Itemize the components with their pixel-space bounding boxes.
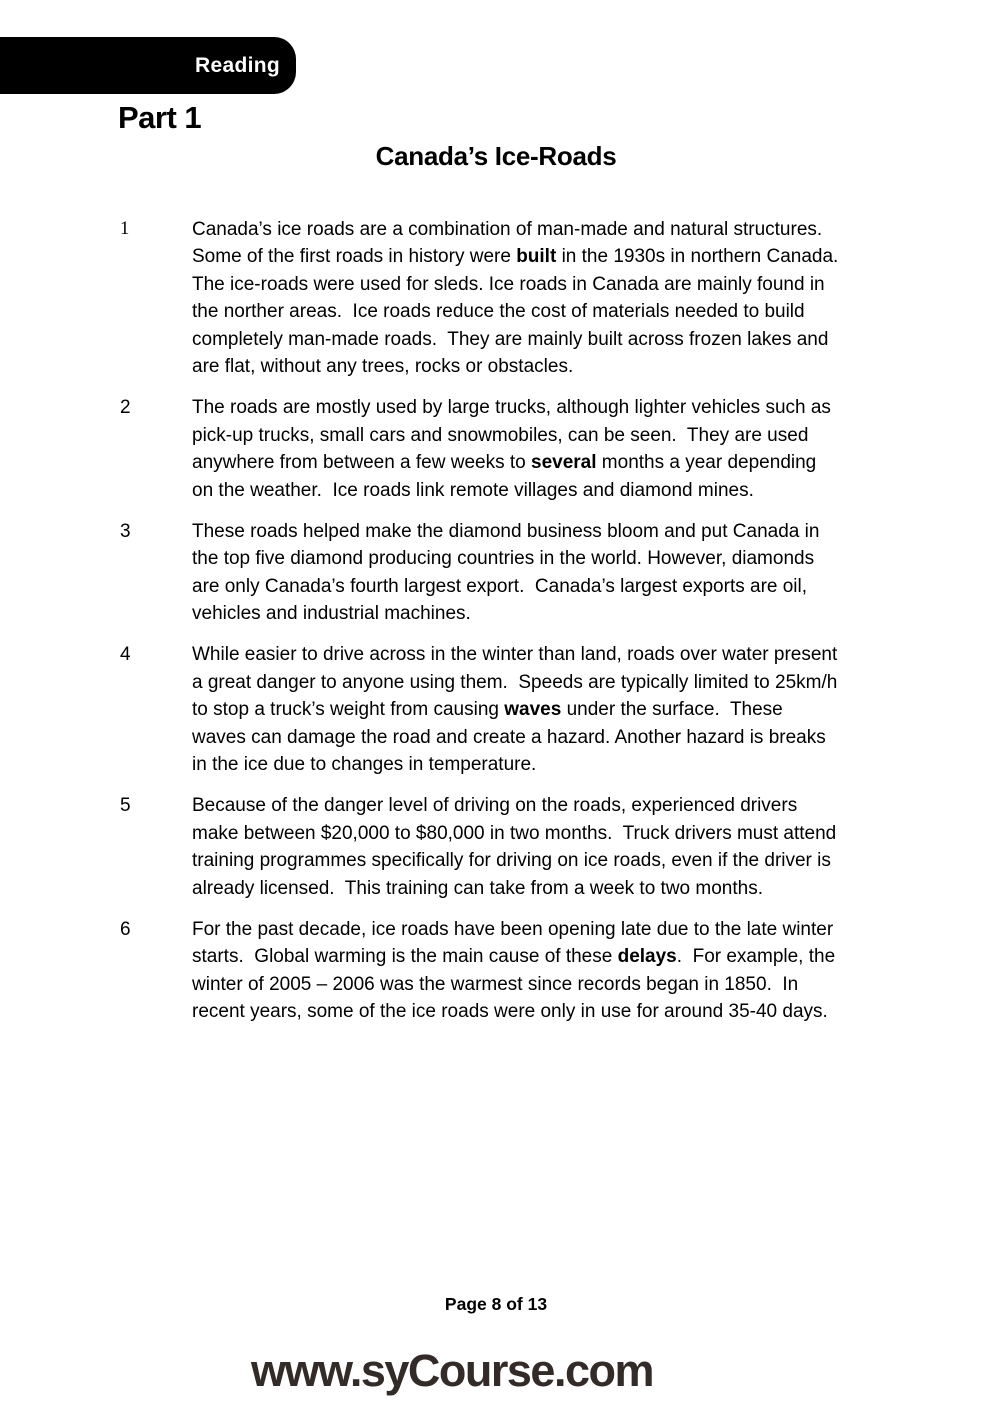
paragraph-number: 1 bbox=[120, 219, 130, 239]
watermark-link: www.syCourse.com bbox=[251, 1345, 653, 1396]
paragraph-text bbox=[192, 518, 888, 628]
paragraph-row bbox=[120, 792, 888, 902]
paragraph-list bbox=[120, 216, 888, 1040]
text-segment: are only Canada’s fourth largest export. Canada’s largest exports are oil, bbox=[192, 575, 808, 597]
text-segment: in the ice due to changes in temperature. bbox=[192, 754, 537, 776]
paragraph-line bbox=[192, 243, 888, 270]
text-segment: waves can damage the road and create a hazard. Another hazard is breaks bbox=[192, 726, 826, 748]
paragraph-text bbox=[192, 641, 888, 778]
paragraph-line bbox=[192, 600, 888, 627]
text-segment: the top five diamond producing countries in the world. However, diamonds bbox=[192, 548, 815, 570]
paragraph-line bbox=[192, 641, 888, 668]
paragraph-line bbox=[192, 751, 888, 778]
text-segment: on the weather. Ice roads link remote villages and diamond mines. bbox=[192, 479, 754, 501]
paragraph-row bbox=[120, 916, 888, 1026]
paragraph-line bbox=[192, 326, 888, 353]
bold-term: several bbox=[531, 452, 597, 474]
paragraph-line bbox=[192, 916, 888, 943]
text-segment: in the 1930s in northern Canada. bbox=[556, 246, 839, 268]
text-segment: already licensed. This training can take from a week to two months. bbox=[192, 877, 763, 899]
paragraph-line bbox=[192, 573, 888, 600]
text-segment: vehicles and industrial machines. bbox=[192, 603, 471, 625]
paragraph-line bbox=[192, 477, 888, 504]
document-title: Canada’s Ice-Roads bbox=[375, 141, 617, 171]
paragraph-line bbox=[192, 216, 888, 243]
text-segment: While easier to drive across in the winter than land, roads over water present bbox=[192, 644, 838, 666]
text-segment: Some of the first roads in history were bbox=[192, 246, 517, 268]
paragraph-number: 4 bbox=[120, 644, 131, 666]
text-segment: make between $20,000 to $80,000 in two months. Truck drivers must attend bbox=[192, 822, 837, 844]
text-segment: anywhere from between a few weeks to bbox=[192, 452, 532, 474]
page-number: Page 8 of 13 bbox=[444, 1294, 548, 1314]
text-segment: training programmes specifically for driving on ice roads, even if the driver is bbox=[192, 850, 831, 872]
paragraph-line bbox=[192, 518, 888, 545]
text-segment: completely man-made roads. They are mainly built across frozen lakes and bbox=[192, 328, 829, 350]
paragraph-line bbox=[192, 847, 888, 874]
reading-tab bbox=[0, 37, 296, 94]
paragraph-line bbox=[192, 449, 888, 476]
text-segment: These roads helped make the diamond business bloom and put Canada in bbox=[192, 520, 820, 542]
paragraph-line bbox=[192, 422, 888, 449]
paragraph-row bbox=[120, 641, 888, 778]
text-segment: a great danger to anyone using them. Speeds are typically limited to 25km/h bbox=[192, 671, 838, 693]
paragraph-line bbox=[192, 875, 888, 902]
text-segment: the norther areas. Ice roads reduce the cost of materials needed to build bbox=[192, 301, 805, 323]
paragraph-line bbox=[192, 724, 888, 751]
text-segment: starts. Global warming is the main cause of these bbox=[192, 946, 618, 968]
text-segment: under the surface. These bbox=[561, 699, 783, 721]
paragraph-text bbox=[192, 394, 888, 504]
paragraph-line bbox=[192, 271, 888, 298]
paragraph-line bbox=[192, 353, 888, 380]
paragraph-line bbox=[192, 545, 888, 572]
paragraph-number: 6 bbox=[120, 918, 131, 940]
text-segment: The ice-roads were used for sleds. Ice roads in Canada are mainly found in bbox=[192, 273, 825, 295]
text-segment: winter of 2005 – 2006 was the warmest since records began in 1850. In bbox=[192, 973, 799, 995]
paragraph-line bbox=[192, 394, 888, 421]
paragraph-number: 2 bbox=[120, 397, 131, 419]
bold-term: built bbox=[516, 246, 557, 268]
text-segment: For the past decade, ice roads have been opening late due to the late winter bbox=[192, 918, 834, 940]
paragraph-text bbox=[192, 216, 888, 380]
text-segment: are flat, without any trees, rocks or obstacles. bbox=[192, 355, 574, 377]
text-segment: Canada’s ice roads are a combination of man-made and natural structures. bbox=[192, 219, 823, 240]
paragraph-text bbox=[192, 792, 888, 902]
paragraph-row bbox=[120, 216, 888, 380]
text-segment: recent years, some of the ice roads were only in use for around 35-40 days. bbox=[192, 1001, 828, 1023]
text-segment: months a year depending bbox=[596, 452, 817, 474]
paragraph-line bbox=[192, 792, 888, 819]
paragraph-line bbox=[192, 943, 888, 970]
paragraph-row bbox=[120, 518, 888, 628]
reading-tab-label: Reading bbox=[195, 53, 280, 77]
text-segment: The roads are mostly used by large trucks, although lighter vehicles such as bbox=[192, 397, 831, 419]
paragraph-line bbox=[192, 998, 888, 1025]
bold-term: delays bbox=[617, 946, 677, 968]
paragraph-line bbox=[192, 669, 888, 696]
paragraph-row bbox=[120, 394, 888, 504]
paragraph-number: 3 bbox=[120, 520, 131, 542]
paragraph-text bbox=[192, 916, 888, 1026]
text-segment: Because of the danger level of driving on the roads, experienced drivers bbox=[192, 795, 798, 817]
part-title: Part 1 bbox=[118, 100, 202, 135]
paragraph-line bbox=[192, 820, 888, 847]
paragraph-line bbox=[192, 971, 888, 998]
text-segment: . For example, the bbox=[676, 946, 836, 968]
paragraph-line bbox=[192, 298, 888, 325]
text-segment: to stop a truck’s weight from causing bbox=[192, 699, 505, 721]
paragraph-number: 5 bbox=[120, 795, 131, 817]
paragraph-line bbox=[192, 696, 888, 723]
text-segment: pick-up trucks, small cars and snowmobiles, can be seen. They are used bbox=[192, 424, 809, 446]
bold-term: waves bbox=[504, 699, 562, 721]
